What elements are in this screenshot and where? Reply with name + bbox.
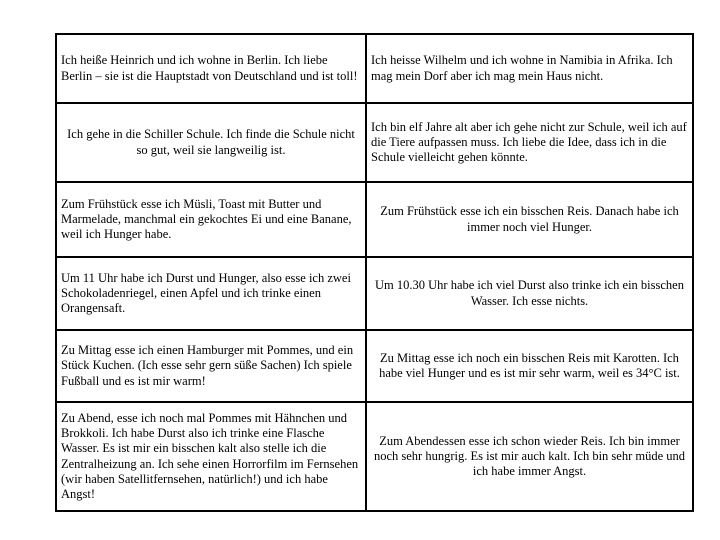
heinrich-card-snack: Um 11 Uhr habe ich Durst und Hunger, also esse ich zwei Schokoladenriegel, einen Apfel und ich trinke einen Orangensaft. (56, 257, 366, 330)
wilhelm-card-lunch: Zu Mittag esse ich noch ein bisschen Reis mit Karotten. Ich habe viel Hunger und es ist mir sehr warm, weil es 34°C ist. (366, 330, 693, 402)
table-row (56, 257, 693, 330)
table-row (56, 330, 693, 402)
wilhelm-card-school: Ich bin elf Jahre alt aber ich gehe nicht zur Schule, weil ich auf die Tiere aufpassen muss. Ich liebe die Idee, dass ich in die Schule vielleicht gehen könnte. (366, 103, 693, 182)
table-row (56, 34, 693, 103)
heinrich-card-home: Ich heiße Heinrich und ich wohne in Berlin. Ich liebe Berlin – sie ist die Hauptstadt von Deutschland und ist toll! (56, 34, 366, 103)
table-row (56, 103, 693, 182)
heinrich-card-lunch: Zu Mittag esse ich einen Hamburger mit Pommes, und ein Stück Kuchen. (Ich esse sehr gern süße Sachen) Ich spiele Fußball und es ist mir warm! (56, 330, 366, 402)
wilhelm-card-snack: Um 10.30 Uhr habe ich viel Durst also trinke ich ein bisschen Wasser. Ich esse nichts. (366, 257, 693, 330)
wilhelm-card-home: Ich heisse Wilhelm und ich wohne in Namibia in Afrika. Ich mag mein Dorf aber ich mag mein Haus nicht. (366, 34, 693, 103)
comparison-table (55, 33, 694, 512)
heinrich-card-breakfast: Zum Frühstück esse ich Müsli, Toast mit Butter und Marmelade, manchmal ein gekochtes Ei und eine Banane, weil ich Hunger habe. (56, 182, 366, 257)
table-row (56, 402, 693, 511)
table-row (56, 182, 693, 257)
heinrich-card-dinner: Zu Abend, esse ich noch mal Pommes mit Hähnchen und Brokkoli. Ich habe Durst also ich trinke eine Flasche Wasser. Es ist mir ein bisschen kalt also stelle ich die Zentralheizung an. Ich sehe einen Horrorfilm im Fernsehen (wir haben Satellitfernsehen, natürlich!) und ich habe Angst! (56, 402, 366, 511)
heinrich-card-school: Ich gehe in die Schiller Schule. Ich finde die Schule nicht so gut, weil sie langweilig ist. (56, 103, 366, 182)
wilhelm-card-dinner: Zum Abendessen esse ich schon wieder Reis. Ich bin immer noch sehr hungrig. Es ist mir auch kalt. Ich bin sehr müde und ich habe immer Angst. (366, 402, 693, 511)
wilhelm-card-breakfast: Zum Frühstück esse ich ein bisschen Reis. Danach habe ich immer noch viel Hunger. (366, 182, 693, 257)
